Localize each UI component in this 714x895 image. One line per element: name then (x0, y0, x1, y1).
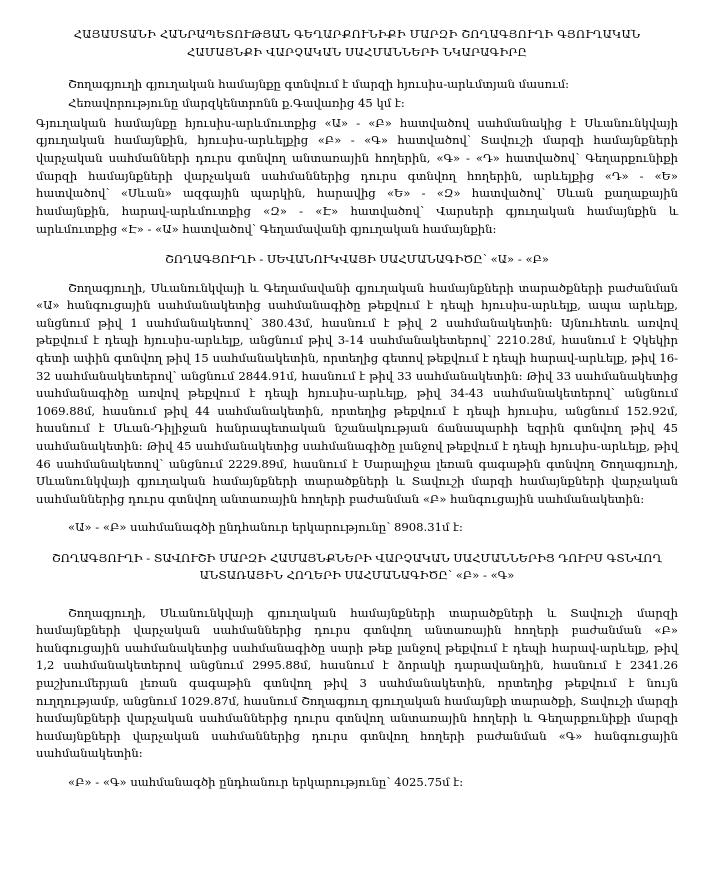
intro-paragraph-3: Գյուղական համայնքը հյուսիս-արևմուտքից «Ա» - «Բ» հատվածով սահմանակից է Սևանունկվայի գյուղական համայնքին, հյուսիս-արևելքից «Բ» - «Գ» հատվածով՝ Տավուշի մարզի համայնքների վարչական սահմանների դուրս գտնվող անտառային հողերին, «Գ» - «Դ» հատվածով՝ Գեղարքունիքի մարզի համայնքների վարչական սահմաններից դուրս գտնվող հողերին, արևելքից «Դ» - «Ե» հատվածով՝ «Սևան» ազգային պարկին, հարավից «Ե» - «Զ» հատվածով՝ Սևան քաղաքային համայնքին, հարավ-արևմուտքից «Զ» - «Է» հատվածով՝ Վարսերի գյուղական համայնքին և արևմուտքից «Է» - «Ա» հատվածով՝ Գեղամավանի գյուղական համայնքին: (36, 115, 678, 236)
spacer (36, 765, 678, 774)
page-title-line-2: ՀԱՄԱՅՆՔԻ ՎԱՐՉԱԿԱՆ ՍԱՀՄԱՆՆԵՐԻ ՆԿԱՐԱԳԻՐԸ (186, 44, 528, 59)
section-bg-paragraph-1: Շողագյուղի, Սևանունկվայի գյուղական համայնքների տարածքների և Տավուշի մարզի համայնքների վարչական սահմաններից դուրս գտնվող անտառային հողերի բաժանման «Բ» հանգուցային սահմանակետից սահմանագիծը սարի թեք լանջով թեքվում է դեպի հարավ-արևելք, թիվ 1,2 սահմանակետերով անցնում 2995.88մ, հասնում է ձորակի դարավանդին, հասնում է 2341.26 բաշխումերյան լեռան գագաթին գտնվող թիվ 3 սահմանակետին, որտեղից թեքվում է նույն ուղղությամբ, անցնում 1029.87մ, հասնում Շողագյուղ գյուղական համայնքի տարածքի, Տավուշի մարզի համայնքների վարչական սահմաններից դուրս գտնվող անտառային հողերի և Գեղարքունիքի մարզի համայնքների վարչական սահմաններից դուրս գտնվող հողերի բաժանման «Գ» հանգուցային սահմանակետին: (36, 605, 678, 761)
section-ab-paragraph-1: Շողագյուղի, Սևանունկվայի և Գեղամավանի գյուղական համայնքների տարածքների բաժանման «Ա» հանգուցային սահմանակետից սահմանագիծը թեքվում է դեպի հյուսիս-արևելք, ապա արևելք, անցնում թիվ 1 սահմանակետով՝ 380.43մ, հասնում է թիվ 2 սահմանակետին: Այնուհետև առվով թեքվում է դեպի հյուսիս-արևելք, անցնում թիվ 3-14 սահմանակետերով՝ 2210.28մ, հասնում է Չկեկիր գետի ափին գտնվող թիվ 15 սահմանակետին, որտեղից գետով թեքվում է դեպի հարավ-արևելք, թիվ 16-32 սահմանակետերով՝ անցնում 2844.91մ, հասնում է թիվ 33 սահմանակետին: Թիվ 33 սահմանակետից սահմանագիծը առվով թեքվում է դեպի հյուսիս-արևելք, թիվ 34-43 սահմանակետերով՝ անցնում 1069.88մ, հասնում թիվ 44 սահմանակետին, որտեղից թեքվում է դեպի հյուսիս, անցնում 152.92մ, հասնում է Սևան-Դիլիջան հանրապետական նշանակության ճանապարհի եզրին գտնվող թիվ 45 սահմանակետին: Թիվ 45 սահմանակետից սահմանագիծը լանջով թեքվում է դեպի հյուսիս-արևելք, թիվ 46 սահմանակետով՝ անցնում 2229.89մ, հասնում է Սարալիջա լեռան գագաթին գտնվող Շողագյուղի, Սևանունկվայի գյուղական համայնքների տարածքների և Տավուշի մարզի համայնքների վարչական սահմաններից դուրս գտնվող անտառային հողերի բաժանման «Բ» հանգուցային սահմանակետին: (36, 280, 678, 506)
section-heading-bg-line-1: ՇՈՂԱԳՅՈՒՂԻ - ՏԱՎՈՒՇԻ ՄԱՐԶԻ ՀԱՄԱՅՆՔՆԵՐԻ ՎԱՐՉԱԿԱՆ ՍԱՀՄԱՆՆԵՐԻՑ ԴՈՒՐՍ ԳՏՆՎՈՂ (51, 550, 663, 565)
spacer (36, 596, 678, 605)
section-heading-bg (36, 550, 678, 585)
section-heading-bg-line-2: ԱՆՏԱՌԱՅԻՆ ՀՈՂԵՐԻ ՍԱՀՄԱՆԱԳԻԾԸ՝ «Բ» - «Գ» (199, 568, 515, 583)
section-heading-ab-line-1: ՇՈՂԱԳՅՈՒՂԻ - ՍԵՎԱՆՈՒԿՎԱՅԻ ՍԱՀՄԱՆԱԳԻԾԸ՝ «Ա» - «Բ» (164, 252, 550, 267)
page-title-line-1: ՀԱՅԱՍՏԱՆԻ ՀԱՆՐԱՊԵՏՈՒԹՅԱՆ ԳԵՂԱՐՔՈՒՆԻՔԻ ՄԱՐԶԻ ՇՈՂԱԳՅՈՒՂԻ ԳՅՈՒՂԱԿԱՆ (73, 27, 641, 41)
page-title (36, 26, 678, 62)
section-heading-ab (36, 251, 678, 268)
intro-paragraph-2: Հեռավորությունը մարզկենտրոնն ք.Գավառից 45 կմ է: (68, 96, 405, 111)
section-ab-length: «Ա» - «Բ» սահմանագծի ընդհանուր երկարությունը՝ 8908.31մ է: (68, 520, 463, 535)
intro-paragraph-1: Շողագյուղի գյուղական համայնքը գտնվում է մարզի հյուսիս-արևմտյան մասում: (68, 76, 570, 91)
section-bg-length: «Բ» - «Գ» սահմանագծի ընդհանուր երկարությունը՝ 4025.75մ է: (68, 775, 464, 790)
spacer (36, 510, 678, 519)
